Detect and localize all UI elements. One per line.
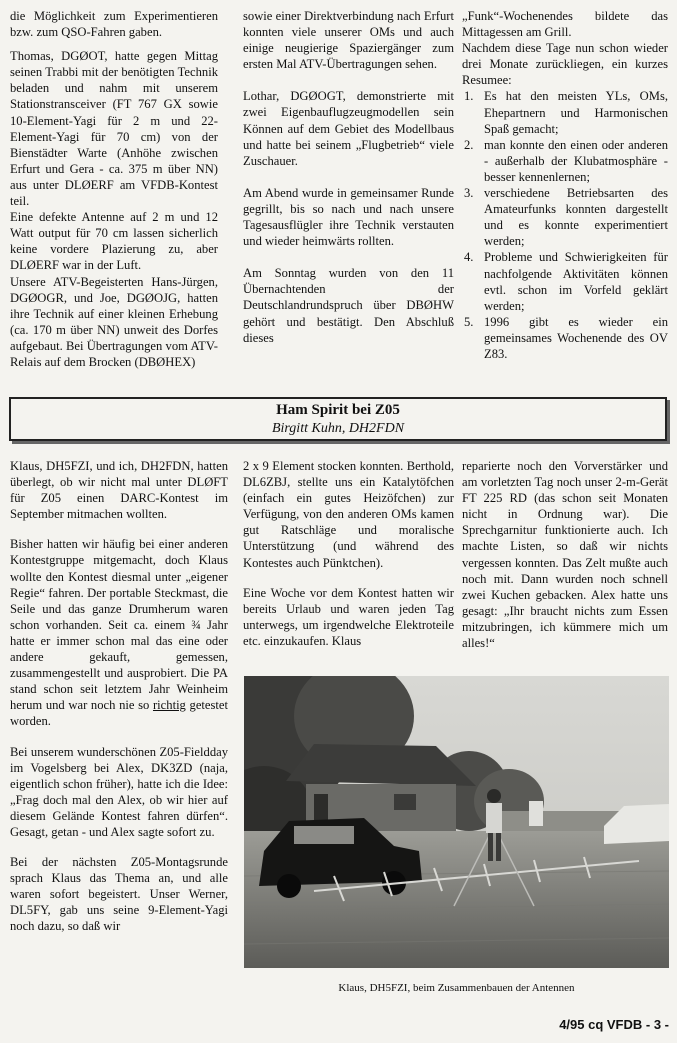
underlined-word: richtig bbox=[152, 698, 186, 713]
list-item: 1. Es hat den meisten YLs, OMs, Ehepartnern und Harmonischen Spaß gemacht; bbox=[464, 89, 668, 136]
list-item: 3. verschiedene Betriebsarten des Amateurfunks konnten dargestellt und es konnte experimentiert werden; bbox=[464, 186, 668, 249]
paragraph: die Möglichkeit zum Experimentieren bzw. zum QSO-Fahren gaben. bbox=[10, 9, 218, 40]
top-column-1 bbox=[10, 8, 218, 370]
paragraph: Bei unserem wunderschönen Z05-Fieldday im Vogelsberg bei Alex, DK3ZD (naja, eigentlich schon früher), hatte ich die Idee: „Frag doch mal den Alex, ob wir hier auf diesem Gelände Kontest fahren dürfen“. Gesagt, getan - und Alex sagte sofort zu. bbox=[10, 744, 228, 839]
paragraph: Klaus, DH5FZI, und ich, DH2FDN, hatten überlegt, ob wir nicht mal unter DLØFT für Z05 einen DARC-Kontest im September mitmachen wollten. bbox=[10, 459, 228, 522]
list-item: 5. 1996 gibt es wieder ein gemeinsames Wochenende des OV Z83. bbox=[464, 314, 668, 361]
paragraph: Bisher hatten wir häufig bei einer anderen Kontestgruppe mitgemacht, doch Klaus wollte den Kontest diesmal unter „eigener Regie“ fahren. Der portable Steckmast, die Seile und das ganze Drumherum waren schon vorhanden. Seit ca. einem ¾ Jahr hatte er immer schon mal das eine oder andere gekauft, gemessen, zusammengestellt und ausprobiert. Die PA stand schon seit letztem Jahr Weinheim herum und war noch nie so richtig getestet worden. bbox=[10, 537, 228, 729]
paragraph: Unsere ATV-Begeisterten Hans-Jürgen, DGØOGR, und Joe, DGØOJG, hatten ihre Technik auf einer kleinen Erhebung (ca. 170 m über NN) unweit des Dorfes aufgebaut. Bei Übertragungen vom ATV-Relais auf dem Brocken (DBØHEX) bbox=[10, 274, 218, 369]
photo-caption: Klaus, DH5FZI, beim Zusammenbauen der Antennen bbox=[338, 982, 575, 994]
paragraph: Am Sonntag wurden von den 11 Übernachtenden der Deutschlandrundspruch über DBØHW gehört und bestätigt. Den Abschluß dieses bbox=[243, 266, 454, 345]
bottom-column-1 bbox=[10, 458, 228, 943]
page-footer: 4/95 cq VFDB - 3 - bbox=[559, 1017, 669, 1032]
paragraph: Eine defekte Antenne auf 2 m und 12 Watt output für 70 cm lassen sicherlich keine vordere Plazierung zu, aber DLØERF war in der Luft. bbox=[10, 210, 218, 273]
paragraph: „Funk“-Wochenendes bildete das Mittagessen am Grill. bbox=[462, 9, 668, 40]
list-item: 4. Probleme und Schwierigkeiten für nachfolgende Aktivitäten können evtl. schon im Vorfeld geklärt werden; bbox=[464, 250, 668, 313]
antenna-photo bbox=[244, 676, 669, 968]
paragraph: Bei der nächsten Z05-Montagsrunde sprach Klaus das Thema an, und alle waren sofort begeistert. Unser Werner, DL5FY, gab uns seine 9-Element-Yagi noch dazu, so daß wir bbox=[10, 855, 228, 934]
top-column-3 bbox=[462, 8, 668, 362]
paragraph: Lothar, DGØOGT, demonstrierte mit zwei Eigenbauflugzeugmodellen sein Können auf dem Gebiet des Modellbaus und hatte bei seinem „Flugbetrieb“ viele Zuschauer. bbox=[243, 89, 454, 168]
list-item: 2. man konnte den einen oder anderen - außerhalb der Klubatmosphäre - besser kennenlernen; bbox=[464, 137, 668, 184]
paragraph: Eine Woche vor dem Kontest hatten wir bereits Urlaub und waren jeden Tag unterwegs, um irgendwelche Elektroteile etc. einzukaufen. Klaus bbox=[243, 585, 454, 648]
article-title: Ham Spirit bei Z05 bbox=[276, 402, 400, 418]
paragraph: reparierte noch den Vorverstärker und am vorletzten Tag noch unser 2-m-Gerät FT 225 RD (das schon seit Monaten nicht in Ordnung war). Die Sprechgarnitur funktionierte auch. Ich machte Listen, so daß wir nichts vergessen konnten. Das Zelt mußte auch noch mit. Dann wurden noch schnell zwei Kuchen gebacken. Alex hatte uns gesagt: „Ihr braucht nichts zum Essen mitzubringen, ich kümmere mich um alles!“ bbox=[462, 459, 668, 651]
article-headline-box bbox=[9, 397, 667, 441]
top-column-2 bbox=[243, 8, 454, 354]
paragraph: 2 x 9 Element stocken konnten. Berthold, DL6ZBJ, stellte uns ein Katalytöfchen (einfach ein gutes Heizöfchen) zur Verfügung, von den anderen OMs kamen gut Ratschläge und moralische Unterstützung (und während des Kontestes auch Pünktchen). bbox=[243, 459, 454, 570]
resume-list bbox=[462, 88, 668, 362]
article-author: Birgitt Kuhn, DH2FDN bbox=[271, 421, 405, 436]
paragraph: Thomas, DGØOT, hatte gegen Mittag seinen Trabbi mit der benötigten Technik beladen und nahm mit unserem Stationstransceiver (FT 767 GX sowie 10-Element-Yagi für 2 m und 22-Element-Yagi für 70 cm) von der Bienstädter Warte (Anhöhe zwischen Erfurt und Gera - ca. 375 m über NN) aus unter DLØERF am VFDB-Kontest teil. bbox=[10, 49, 218, 209]
paragraph: Nachdem diese Tage nun schon wieder drei Monate zurückliegen, ein kurzes Resumee: bbox=[462, 41, 668, 88]
paragraph: Am Abend wurde in gemeinsamer Runde gegrillt, bis so nach und nach unsere Tagesausflügler ihre Technik verstauten und wieder heimwärts rollten. bbox=[243, 185, 454, 249]
bottom-column-3 bbox=[462, 458, 668, 659]
paragraph: sowie einer Direktverbindung nach Erfurt konnten viele unserer OMs und auch einige neugierige Spaziergänger zum ersten Mal ATV-Übertragungen sehen. bbox=[243, 9, 454, 72]
bottom-column-2 bbox=[243, 458, 454, 657]
